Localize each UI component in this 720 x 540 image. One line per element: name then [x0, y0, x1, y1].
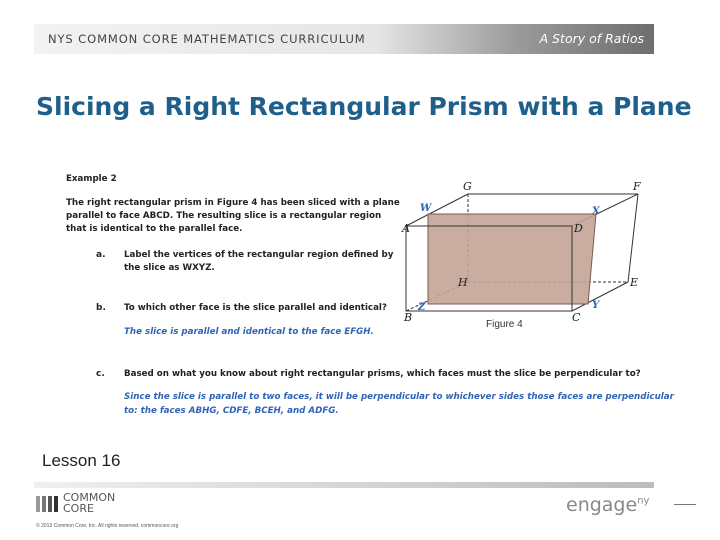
footer-decoration-line — [674, 504, 696, 505]
prism-diagram — [392, 176, 652, 331]
vertex-x: X — [592, 206, 600, 217]
vertex-a: A — [402, 222, 410, 235]
vertex-h: H — [458, 276, 468, 289]
slide-title: Slicing a Right Rectangular Prism with a Plane — [36, 92, 692, 121]
intro-line-1: The right rectangular prism in Figure 4 has been sliced with a plane — [66, 198, 400, 208]
footer-divider — [34, 482, 654, 488]
curriculum-title: NYS COMMON CORE MATHEMATICS CURRICULUM — [48, 32, 366, 46]
vertex-d: D — [574, 222, 583, 235]
figure-caption: Figure 4 — [486, 319, 523, 330]
vertex-w: W — [420, 203, 432, 214]
part-a-line-2: the slice as WXYZ. — [124, 263, 215, 273]
part-a-label: a. — [96, 250, 106, 260]
common-core-logo-text — [63, 492, 115, 514]
part-c-answer-line-1: Since the slice is parallel to two faces, it will be perpendicular to whichever sides those faces are perpendicular — [124, 392, 674, 402]
intro-line-2: parallel to face ABCD. The resulting slice is a rectangular region — [66, 211, 382, 221]
vertex-e: E — [630, 276, 639, 289]
engageny-logo — [566, 494, 649, 516]
part-b-label: b. — [96, 303, 106, 313]
engage-text: engage — [566, 494, 638, 516]
series-title: A Story of Ratios — [539, 31, 644, 46]
logo-line-1: COMMON — [63, 491, 116, 504]
example-heading: Example 2 — [66, 174, 117, 184]
lesson-label: Lesson 16 — [42, 451, 121, 470]
copyright-notice: © 2013 Common Core, Inc. All rights reserved. commoncore.org — [36, 523, 179, 529]
header-banner — [34, 24, 654, 54]
logo-line-2: CORE — [63, 502, 94, 515]
part-c-question: Based on what you know about right rectangular prisms, which faces must the slice be perpendicular to? — [124, 369, 641, 379]
common-core-logo-icon — [36, 494, 58, 514]
vertex-c: C — [572, 311, 581, 324]
edge-fe — [628, 194, 638, 282]
part-c-label: c. — [96, 369, 105, 379]
intro-line-3: that is identical to the parallel face. — [66, 224, 243, 234]
vertex-b: B — [404, 311, 413, 324]
vertex-y: Y — [592, 300, 600, 311]
vertex-z: Z — [418, 302, 426, 313]
part-c-answer-line-2: to: the faces ABHG, CDFE, BCEH, and ADFG. — [124, 406, 339, 416]
ny-superscript: ny — [637, 495, 650, 507]
vertex-f: F — [633, 180, 641, 193]
part-b-answer: The slice is parallel and identical to the face EFGH. — [124, 327, 374, 337]
part-b-question: To which other face is the slice parallel and identical? — [124, 303, 387, 313]
part-a-line-1: Label the vertices of the rectangular region defined by — [124, 250, 394, 260]
slice-wxyz — [428, 214, 596, 304]
vertex-g: G — [463, 180, 472, 193]
